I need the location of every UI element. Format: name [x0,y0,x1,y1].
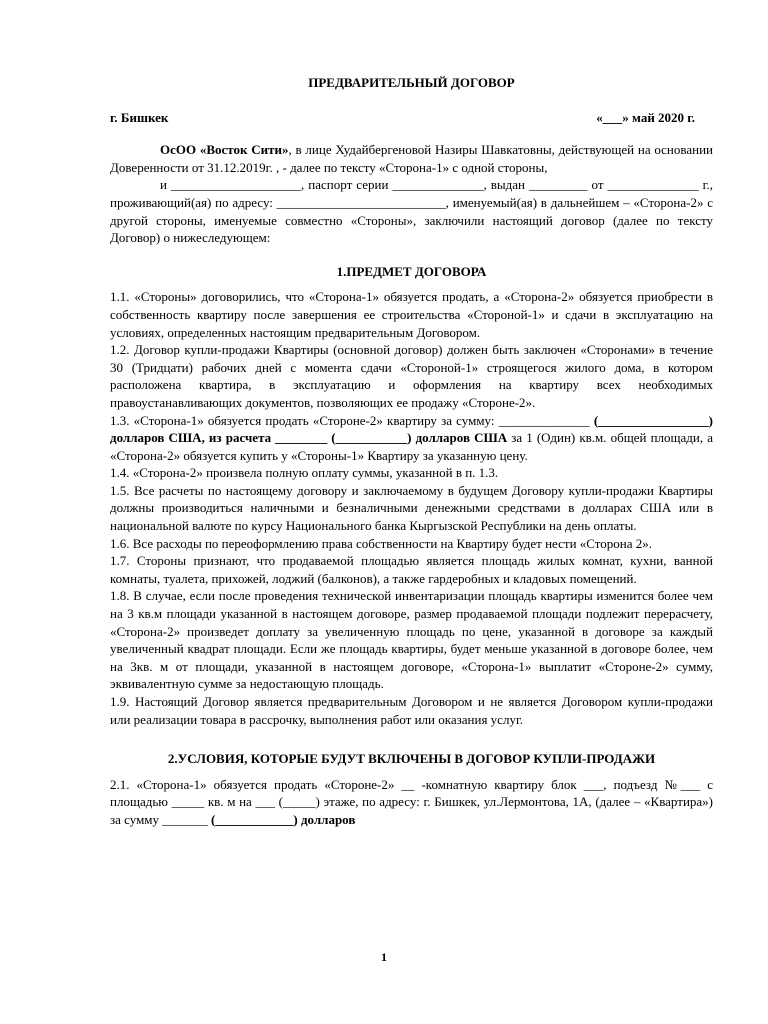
city-date-line [110,109,713,127]
clause-1-9: 1.9. Настоящий Договор является предварительным Договором и не является Договором купли-продажи или реализации товара в рассрочку, выполнения работ или оказания услуг. [110,694,713,727]
clause-1-3 [110,412,713,465]
intro-paragraph-1 [110,141,713,176]
clause-1-3-start: 1.3. «Сторона-1» обязуется продать «Стороне-2» квартиру за сумму: ______________ [110,412,590,428]
intro-paragraph-2: и ____________________, паспорт серии ______________, выдан _________ от ______________ г., проживающий(ая) по адресу: __________________________, именуемый(ая) в дальнейшем – «Сторона-2» с другой стороны, именуемые совместно «Стороны», заключили настоящий договор (далее по тексту Договор) о нижеследующем: [110,177,713,246]
clause-2-1-price: (____________) долларов [211,811,356,827]
clause-1-6: 1.6. Все расходы по переоформлению права собственности на Квартиру будет нести «Сторона 2». [110,535,653,551]
section-1-title: 1.ПРЕДМЕТ ДОГОВОРА [336,263,487,279]
clause-1-3-price: (_________________) долларов США, из расчета ________ (___________) долларов США [110,412,714,446]
page-number: 1 [381,950,387,964]
clause-1-3-end: за 1 (Один) кв.м. общей площади, а «Сторона-2» обязуется купить у «Стороны-1» Квартиру за указанную цену. [110,430,713,463]
contract-date: «___» май 2020 г. [596,109,695,125]
clause-2-1-text: 2.1. «Сторона-1» обязуется продать «Стороне-2» __ -комнатную квартиру блок ___, подъезд №___ с площадью _____ кв. м на ___ (_____) этаже, по адресу: г. Бишкек, ул.Лермонтова, 1А, (далее – «Квартира») за сумму _______ [110,776,713,827]
clause-1-4: 1.4. «Сторона-2» произвела полную оплату суммы, указанной в п. 1.3. [110,465,499,481]
document-title: ПРЕДВАРИТЕЛЬНЫЙ ДОГОВОР [308,75,515,90]
clause-2-1 [110,776,713,829]
section-2-title: 2.УСЛОВИЯ, КОТОРЫЕ БУДУТ ВКЛЮЧЕНЫ В ДОГОВОР КУПЛИ-ПРОДАЖИ [167,751,656,767]
company-name: ОсОО «Восток Сити» [160,142,289,158]
clause-1-8: 1.8. В случае, если после проведения технической инвентаризации площадь квартиры изменится более чем на 3 кв.м площади указанной в настоящем договоре, размер продаваемой площади подлежит перерасчету, «Сторона-2» произведет доплату за увеличенную площадь по цене, указанной в договоре за каждый увеличенный квадрат площади. Если же площадь квартиры, будет меньше указанной в договоре более, чем на 3кв. м от площади, указанной в настоящем договоре, «Сторона-1» выплатит «Стороне-2» сумму, эквивалентную сумме за недостающую площадь. [110,588,713,692]
clause-1-2: 1.2. Договор купли-продажи Квартиры (основной договор) должен быть заключен «Сторонами» в течение 30 (Тридцати) рабочих дней с момента сдачи «Стороной-1» строящегося жилого дома, в котором расположена квартира, в эксплуатацию и оформления на квартиру всех необходимых правоустанавливающих документов, позволяющих ее продажу «Стороне-2». [110,342,713,410]
clause-1-5: 1.5. Все расчеты по настоящему договору и заключаемому в будущем Договору купли-продажи Квартиры должны производиться наличными и безналичными денежными средствами в долларах США или в национальной валюте по курсу Национального банка Кыргызской Республики на день оплаты. [110,482,713,534]
clause-1-7: 1.7. Стороны признают, что продаваемой площадью является площадь жилых комнат, кухни, ванной комнаты, туалета, прихожей, лоджий (балконов), а также гардеробных и кладовых помещений. [110,553,713,586]
document-body [110,74,713,829]
city: г. Бишкек [110,109,169,125]
clause-1-1: 1.1. «Стороны» договорились, что «Сторона-1» обязуется продать, а «Сторона-2» обязуется приобрести в собственность квартиру после завершения ее строительства «Стороной-1» и сдачи в эксплуатацию на условиях, определенных настоящим предварительным Договором. [110,289,713,340]
intro-paragraph-1-text: , в лице Худайбергеновой Назиры Шавкатовны, действующей на основании Доверенности от 31.12.2019г. , - далее по тексту «Сторона-1» с одной стороны, [110,142,713,175]
